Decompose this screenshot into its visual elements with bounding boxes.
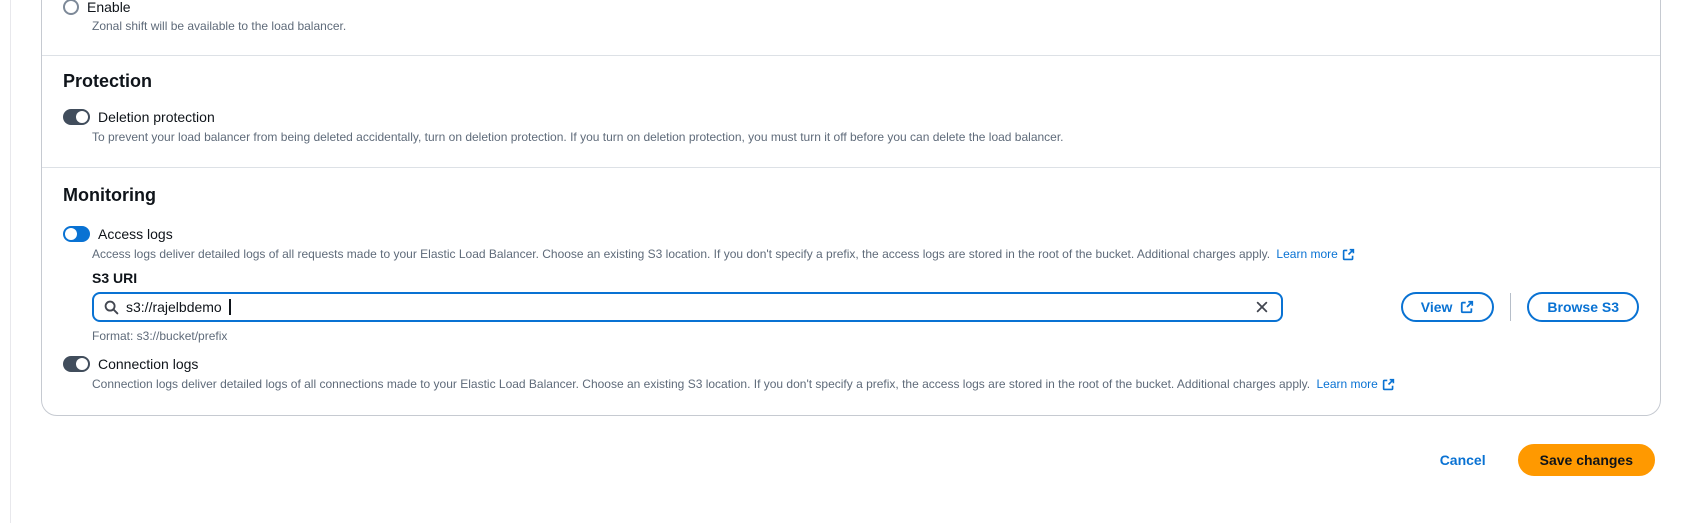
radio-button-icon[interactable] — [63, 0, 79, 15]
close-icon — [1255, 300, 1269, 314]
protection-heading: Protection — [63, 71, 153, 91]
protection-section — [42, 56, 1660, 167]
deletion-protection-toggle[interactable] — [63, 109, 90, 125]
clear-input-button[interactable] — [1253, 298, 1271, 316]
s3-uri-label: S3 URI — [92, 270, 138, 286]
external-link-icon — [1382, 378, 1395, 391]
form-actions — [1440, 444, 1655, 476]
connection-logs-row — [63, 356, 1639, 372]
button-separator — [1510, 293, 1511, 321]
zonal-shift-section — [42, 0, 1660, 55]
access-logs-toggle[interactable] — [63, 226, 90, 242]
access-logs-description — [92, 247, 1639, 261]
save-changes-button[interactable]: Save changes — [1518, 444, 1655, 476]
cancel-button[interactable]: Cancel — [1439, 452, 1486, 468]
zonal-shift-enable-label: Enable — [87, 0, 131, 15]
connection-logs-label: Connection logs — [98, 356, 199, 372]
browse-s3-button-label: Browse S3 — [1547, 299, 1619, 315]
access-logs-label: Access logs — [98, 226, 173, 242]
access-logs-description-text: Access logs deliver detailed logs of all requests made to your Elastic Load Balancer. Choose an existing S3 location. If you don't specify a prefix, the access logs are stored in the root of the bucket. Additional charges apply. — [92, 247, 1271, 261]
monitoring-section — [42, 168, 1660, 415]
zonal-shift-enable-option[interactable] — [63, 0, 1639, 15]
zonal-shift-description: Zonal shift will be available to the load balancer. — [92, 19, 347, 33]
s3-uri-value: s3://rajelbdemo — [126, 299, 222, 315]
view-button[interactable] — [1401, 292, 1495, 322]
connection-logs-description — [92, 377, 1639, 391]
external-link-icon — [1460, 300, 1474, 314]
learn-more-label: Learn more — [1276, 247, 1338, 261]
search-icon — [104, 300, 119, 315]
connection-logs-description-text: Connection logs deliver detailed logs of all connections made to your Elastic Load Balancer. Choose an existing S3 location. If you don't specify a prefix, the access logs are stored in the root of the bucket. Additional charges apply. — [92, 377, 1311, 391]
s3-uri-input[interactable] — [92, 292, 1283, 322]
toggle-knob-icon — [65, 228, 77, 240]
toggle-knob-icon — [76, 358, 88, 370]
access-logs-row — [63, 226, 1639, 242]
external-link-icon — [1342, 248, 1355, 261]
s3-uri-format-hint: Format: s3://bucket/prefix — [92, 329, 228, 343]
monitoring-heading: Monitoring — [63, 185, 156, 205]
connection-logs-toggle[interactable] — [63, 356, 90, 372]
deletion-protection-row — [63, 109, 1639, 125]
access-logs-learn-more-link[interactable] — [1276, 247, 1354, 261]
deletion-protection-label: Deletion protection — [98, 109, 215, 125]
s3-uri-input-row — [92, 292, 1639, 322]
deletion-protection-description: To prevent your load balancer from being deleted accidentally, turn on deletion protection. If you turn on deletion protection, you must turn it off before you can delete the load balancer. — [92, 130, 1064, 144]
edit-attributes-panel — [41, 0, 1661, 416]
learn-more-label: Learn more — [1316, 377, 1378, 391]
text-cursor — [229, 299, 231, 315]
browse-s3-button[interactable] — [1527, 292, 1639, 322]
connection-logs-learn-more-link[interactable] — [1316, 377, 1394, 391]
content-left-border — [10, 0, 11, 523]
view-button-label: View — [1420, 299, 1453, 315]
toggle-knob-icon — [76, 111, 88, 123]
